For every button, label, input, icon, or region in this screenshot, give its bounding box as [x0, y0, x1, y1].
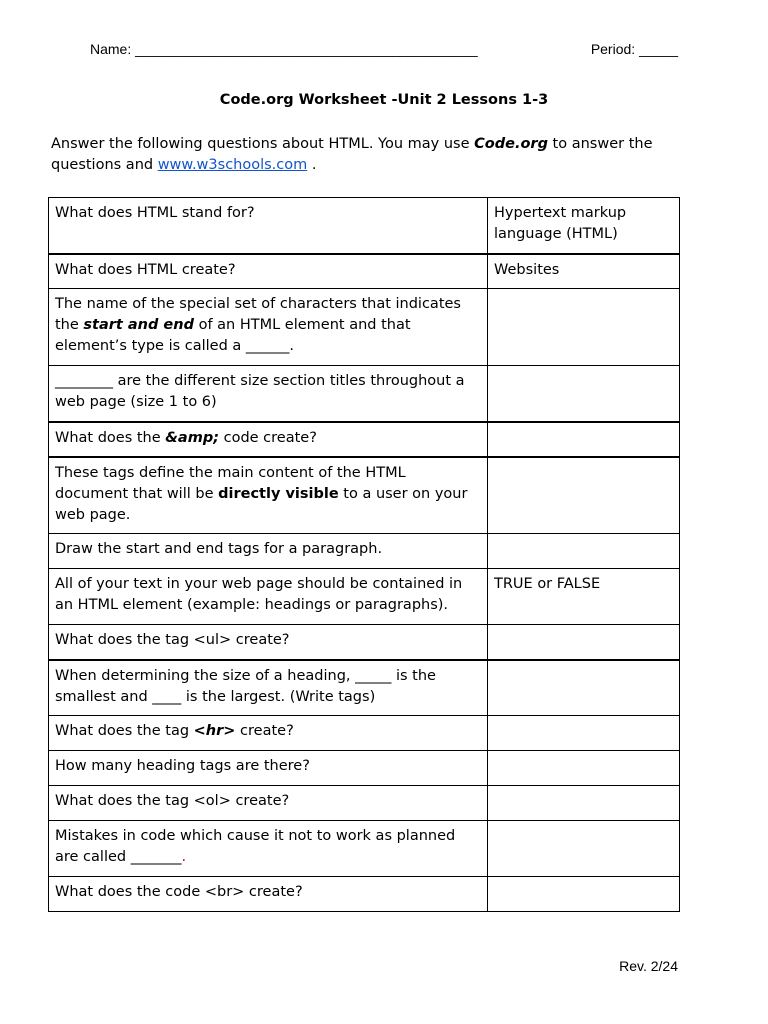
- answer-cell[interactable]: [488, 457, 680, 534]
- table-row: [49, 716, 680, 751]
- question-text: What does the tag <ol> create?: [55, 793, 290, 809]
- table-row: [49, 457, 680, 534]
- question-cell: [49, 751, 488, 786]
- name-field[interactable]: [90, 41, 478, 57]
- answer-text: TRUE or FALSE: [494, 576, 601, 592]
- question-cell: [49, 716, 488, 751]
- question-text: All of your text in your web page should be contained in an HTML element (example: headings or paragraphs).: [55, 576, 463, 613]
- table-row: [49, 751, 680, 786]
- table-row: [49, 422, 680, 457]
- answer-cell[interactable]: [488, 786, 680, 821]
- question-text: What does the tag <ul> create?: [55, 632, 290, 648]
- question-text: What does the tag: [55, 723, 194, 739]
- name-blank: ____________________________________________: [135, 41, 478, 57]
- question-cell: [49, 422, 488, 457]
- table-row: [49, 786, 680, 821]
- answer-cell[interactable]: [488, 821, 680, 877]
- question-emphasis: <hr>: [193, 723, 236, 739]
- answer-cell[interactable]: [488, 877, 680, 912]
- answer-cell[interactable]: [488, 289, 680, 366]
- answer-cell[interactable]: [488, 366, 680, 422]
- table-row: [49, 877, 680, 912]
- w3schools-link[interactable]: www.w3schools.com: [157, 157, 308, 173]
- table-row: [49, 254, 680, 289]
- question-text-end: create?: [235, 723, 294, 739]
- table-row: [49, 625, 680, 660]
- question-cell: [49, 625, 488, 660]
- question-text-end: of an HTML element and that element’s type is called a ______.: [55, 317, 411, 354]
- header-row: [90, 41, 678, 61]
- question-text: How many heading tags are there?: [55, 758, 310, 774]
- answer-cell[interactable]: [488, 660, 680, 716]
- answer-cell[interactable]: [488, 534, 680, 569]
- question-text: What does the: [55, 429, 166, 446]
- question-cell: [49, 254, 488, 289]
- table-row: [49, 534, 680, 569]
- question-text: ________ are the different size section titles throughout a web page (size 1 to 6): [55, 373, 465, 410]
- question-cell: [49, 569, 488, 625]
- period-blank: _____: [639, 41, 678, 57]
- table-row: [49, 569, 680, 625]
- question-text: What does HTML create?: [55, 261, 236, 278]
- name-label: Name:: [90, 41, 132, 57]
- question-cell: [49, 534, 488, 569]
- intro-text-1: Answer the following questions about HTML. You may use: [51, 136, 475, 152]
- question-cell: [49, 660, 488, 716]
- question-cell: [49, 877, 488, 912]
- revision-label: Rev. 2/24: [619, 958, 678, 974]
- question-text-end: to a user on your web page.: [55, 485, 468, 523]
- answer-cell[interactable]: [488, 569, 680, 625]
- question-text: The name of the special set of characters that indicates the: [55, 296, 461, 333]
- table-row: [49, 660, 680, 716]
- question-text: What does HTML stand for?: [55, 205, 255, 221]
- question-text-end: code create?: [219, 429, 317, 446]
- answer-cell[interactable]: [488, 716, 680, 751]
- intro-emphasis: Code.org: [474, 136, 548, 152]
- table-row: [49, 821, 680, 877]
- answer-text: Websites: [494, 261, 560, 278]
- question-text: When determining the size of a heading, _____ is the smallest and ____ is the largest. (Write tags): [55, 667, 436, 705]
- period-label: Period:: [590, 41, 636, 57]
- question-cell: [49, 786, 488, 821]
- question-emphasis: start and end: [83, 317, 194, 333]
- question-text: Mistakes in code which cause it not to work as planned are called _______: [55, 828, 456, 865]
- question-text: What does the code <br> create?: [55, 884, 303, 900]
- answer-cell[interactable]: [488, 751, 680, 786]
- question-cell: [49, 457, 488, 534]
- question-table: [48, 197, 680, 912]
- table-row: [49, 289, 680, 366]
- table-row: [49, 366, 680, 422]
- table-row: [49, 198, 680, 254]
- question-emphasis: &amp;: [165, 429, 219, 446]
- intro-text-3: .: [307, 157, 317, 173]
- intro-paragraph: [51, 134, 691, 176]
- period-field[interactable]: [591, 41, 678, 57]
- worksheet-title: Code.org Worksheet -Unit 2 Lessons 1-3: [219, 92, 549, 108]
- intro-text-2: to answer the questions and: [51, 136, 653, 173]
- answer-cell[interactable]: [488, 625, 680, 660]
- answer-text: Hypertext markup language (HTML): [494, 205, 627, 242]
- question-cell: [49, 198, 488, 254]
- answer-cell[interactable]: [488, 422, 680, 457]
- question-cell: [49, 289, 488, 366]
- answer-cell[interactable]: [488, 254, 680, 289]
- question-red-period: .: [181, 849, 187, 865]
- answer-cell[interactable]: [488, 198, 680, 254]
- question-cell: [49, 821, 488, 877]
- question-emphasis: directly visible: [218, 485, 339, 502]
- question-cell: [49, 366, 488, 422]
- question-text: Draw the start and end tags for a paragraph.: [55, 541, 383, 557]
- question-text: These tags define the main content of the HTML document that will be: [55, 464, 406, 502]
